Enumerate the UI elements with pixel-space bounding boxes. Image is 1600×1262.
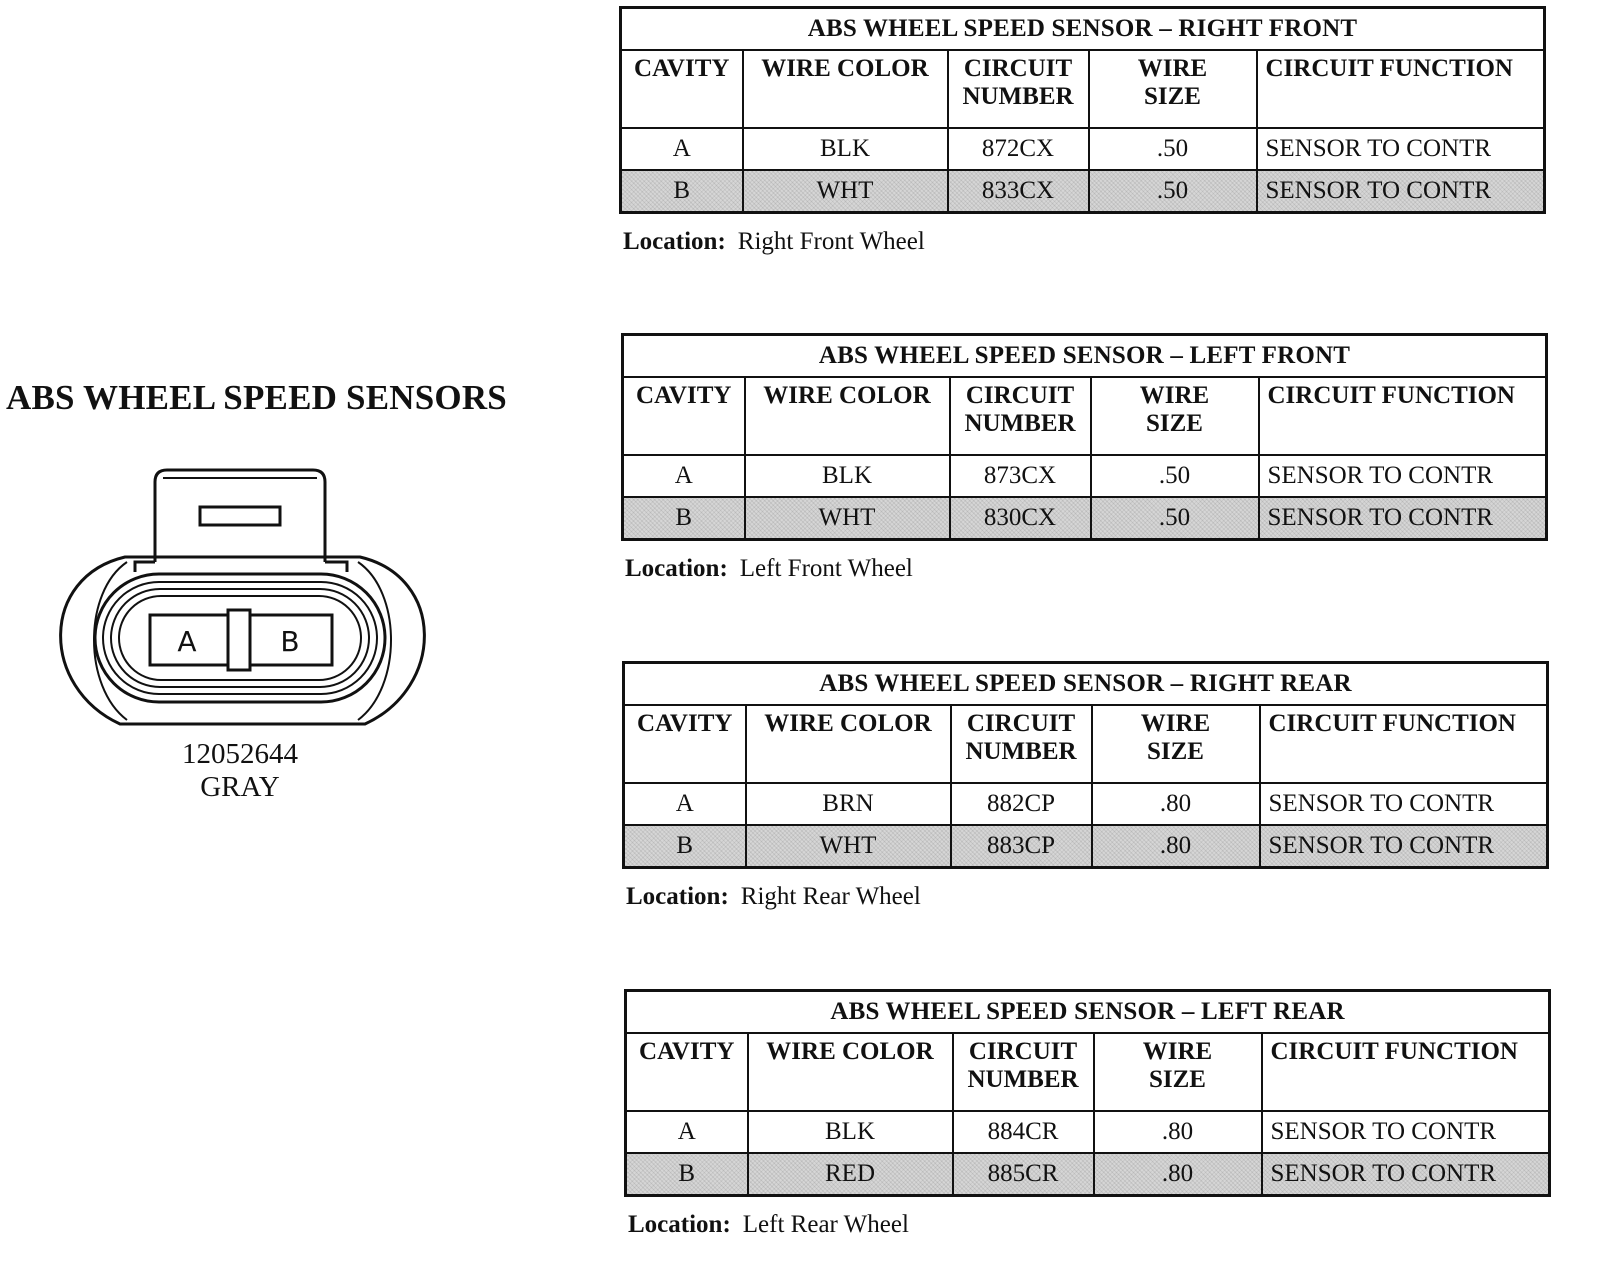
header-circuit-number: CIRCUIT NUMBER: [953, 1033, 1094, 1111]
circuit-function-cell: SENSOR TO CONTR: [1259, 455, 1547, 497]
sensor-block-right-rear: [622, 661, 1549, 911]
cavity-cell: B: [624, 825, 746, 868]
circuit-function-cell: SENSOR TO CONTR: [1260, 783, 1548, 825]
connector-part-info: [80, 738, 400, 804]
cavity-cell: A: [621, 128, 743, 170]
sensor-block-right-front: [619, 6, 1546, 256]
circuit-number-cell: 884CR: [953, 1111, 1094, 1153]
wire-color-cell: BLK: [748, 1111, 953, 1153]
table-row: [624, 783, 1548, 825]
connector-diagram: [55, 462, 430, 732]
circuit-number-cell: 882CP: [951, 783, 1092, 825]
table-row: [621, 170, 1545, 213]
cavity-b-label: B: [280, 625, 300, 658]
table-row: [623, 455, 1547, 497]
header-circuit-number: CIRCUIT NUMBER: [948, 50, 1089, 128]
header-wire-size: WIRE SIZE: [1089, 50, 1257, 128]
wire-size-cell: .50: [1089, 128, 1257, 170]
header-circuit-number: CIRCUIT NUMBER: [951, 705, 1092, 783]
wire-size-cell: .80: [1092, 825, 1260, 868]
location-value: Right Front Wheel: [737, 228, 925, 255]
table-title: ABS WHEEL SPEED SENSOR – LEFT FRONT: [623, 335, 1547, 378]
header-circuit-function: CIRCUIT FUNCTION: [1259, 377, 1547, 455]
wire-color-cell: WHT: [746, 825, 951, 868]
header-wire-color: WIRE COLOR: [743, 50, 948, 128]
location-label: Location:: [623, 228, 726, 255]
cavity-cell: A: [626, 1111, 748, 1153]
table-title: ABS WHEEL SPEED SENSOR – LEFT REAR: [626, 991, 1550, 1034]
header-circuit-number: CIRCUIT NUMBER: [950, 377, 1091, 455]
header-wire-color: WIRE COLOR: [745, 377, 950, 455]
circuit-number-cell: 833CX: [948, 170, 1089, 213]
header-cavity: CAVITY: [626, 1033, 748, 1111]
table-row: [626, 1153, 1550, 1196]
header-circuit-function: CIRCUIT FUNCTION: [1262, 1033, 1550, 1111]
table-title: ABS WHEEL SPEED SENSOR – RIGHT FRONT: [621, 8, 1545, 51]
wire-size-cell: .50: [1091, 497, 1259, 540]
circuit-function-cell: SENSOR TO CONTR: [1257, 128, 1545, 170]
wire-size-cell: .80: [1094, 1153, 1262, 1196]
header-circuit-function: CIRCUIT FUNCTION: [1257, 50, 1545, 128]
location-value: Left Rear Wheel: [742, 1211, 909, 1238]
wire-color-cell: BRN: [746, 783, 951, 825]
location-line: [626, 883, 1549, 911]
wire-color-cell: BLK: [743, 128, 948, 170]
circuit-number-cell: 883CP: [951, 825, 1092, 868]
cavity-cell: B: [621, 170, 743, 213]
page-title: ABS WHEEL SPEED SENSORS: [6, 378, 507, 417]
header-cavity: CAVITY: [621, 50, 743, 128]
pinout-table-left-front: [621, 333, 1548, 541]
table-row: [626, 1111, 1550, 1153]
circuit-number-cell: 885CR: [953, 1153, 1094, 1196]
table-row: [621, 128, 1545, 170]
location-label: Location:: [626, 883, 729, 910]
wire-size-cell: .50: [1091, 455, 1259, 497]
location-line: [628, 1211, 1551, 1239]
cavity-a-label: A: [177, 625, 197, 658]
header-circuit-function: CIRCUIT FUNCTION: [1260, 705, 1548, 783]
table-row: [624, 825, 1548, 868]
location-line: [625, 555, 1548, 583]
sensor-block-left-rear: [624, 989, 1551, 1239]
pinout-table-right-front: [619, 6, 1546, 214]
location-line: [623, 228, 1546, 256]
wire-color-cell: WHT: [745, 497, 950, 540]
header-cavity: CAVITY: [623, 377, 745, 455]
cavity-cell: A: [623, 455, 745, 497]
wire-color-cell: RED: [748, 1153, 953, 1196]
wire-size-cell: .80: [1094, 1111, 1262, 1153]
location-value: Right Rear Wheel: [740, 883, 921, 910]
circuit-number-cell: 830CX: [950, 497, 1091, 540]
sensor-block-left-front: [621, 333, 1548, 583]
circuit-function-cell: SENSOR TO CONTR: [1260, 825, 1548, 868]
header-cavity: CAVITY: [624, 705, 746, 783]
location-label: Location:: [628, 1211, 731, 1238]
pinout-table-left-rear: [624, 989, 1551, 1197]
table-title: ABS WHEEL SPEED SENSOR – RIGHT REAR: [624, 663, 1548, 706]
circuit-function-cell: SENSOR TO CONTR: [1259, 497, 1547, 540]
cavity-cell: B: [623, 497, 745, 540]
cavity-cell: A: [624, 783, 746, 825]
pinout-table-right-rear: [622, 661, 1549, 869]
circuit-function-cell: SENSOR TO CONTR: [1257, 170, 1545, 213]
cavity-cell: B: [626, 1153, 748, 1196]
location-label: Location:: [625, 555, 728, 582]
circuit-number-cell: 872CX: [948, 128, 1089, 170]
wire-color-cell: BLK: [745, 455, 950, 497]
connector-color: GRAY: [200, 771, 280, 803]
header-wire-size: WIRE SIZE: [1094, 1033, 1262, 1111]
circuit-function-cell: SENSOR TO CONTR: [1262, 1111, 1550, 1153]
circuit-function-cell: SENSOR TO CONTR: [1262, 1153, 1550, 1196]
part-number: 12052644: [182, 738, 298, 770]
header-wire-color: WIRE COLOR: [748, 1033, 953, 1111]
header-wire-size: WIRE SIZE: [1091, 377, 1259, 455]
wire-size-cell: .50: [1089, 170, 1257, 213]
table-row: [623, 497, 1547, 540]
wire-color-cell: WHT: [743, 170, 948, 213]
wire-size-cell: .80: [1092, 783, 1260, 825]
header-wire-size: WIRE SIZE: [1092, 705, 1260, 783]
header-wire-color: WIRE COLOR: [746, 705, 951, 783]
location-value: Left Front Wheel: [739, 555, 913, 582]
circuit-number-cell: 873CX: [950, 455, 1091, 497]
